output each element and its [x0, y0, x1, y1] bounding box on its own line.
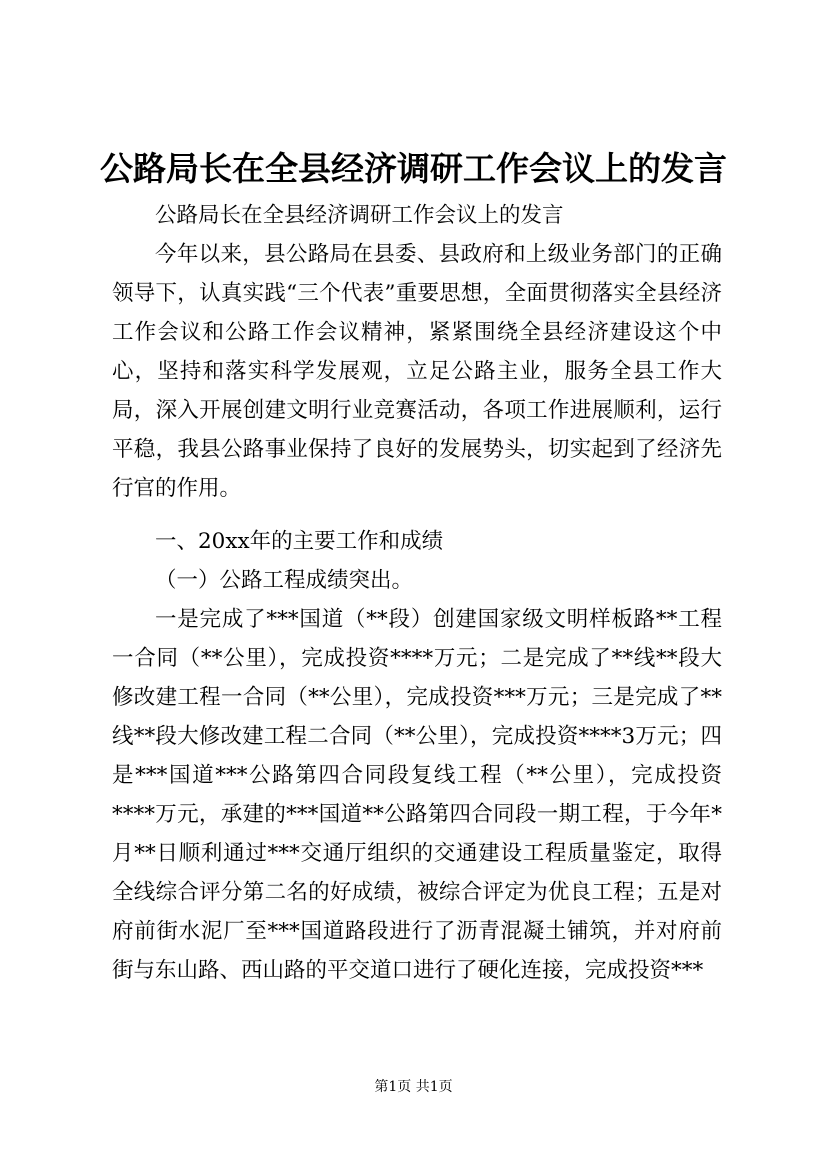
- document-title: 公路局长在全县经济调研工作会议上的发言: [100, 149, 727, 188]
- subtitle-paragraph: 公路局长在全县经济调研工作会议上的发言: [155, 203, 564, 228]
- page-footer: 第1页 共1页: [374, 1079, 453, 1095]
- intro-paragraph: 今年以来，县公路局在县委、县政府和上级业务部门的正确领导下，认真实践“三个代表”重要思想，全面贯彻落实全县经济工作会议和公路工作会议精神，紧紧围绕全县经济建设这个中心，坚持和落实科学发展观，立足公路主业，服务全县工作大局，深入开展创建文明行业竞赛活动，各项工作进展顺利，运行平稳，我县公路事业保持了良好的发展势头，切实起到了经济先行官的作用。: [112, 242, 722, 501]
- subsection-heading: （一）公路工程成绩突出。: [155, 568, 414, 593]
- document-body: [112, 196, 722, 990]
- achievements-paragraph: 一是完成了***国道（**段）创建国家级文明样板路**工程一合同（**公里），完成投资****万元；二是完成了**线**段大修改建工程一合同（**公里），完成投资***万元；三是完成了**线**段大修改建工程二合同（**公里），完成投资****3万元；四是***国道***公路第四合同段复线工程（**公里），完成投资****万元，承建的***国道**公路第四合同段一期工程，于今年*月**日顺利通过***交通厅组织的交通建设工程质量鉴定，取得全线综合评分第二名的好成绩，被综合评定为优良工程；五是对府前街水泥厂至***国道路段进行了沥青混凝土铺筑，并对府前街与东山路、西山路的平交道口进行了硬化连接，完成投资***: [112, 607, 722, 983]
- section-heading: 一、20xx年的主要工作和成绩: [155, 529, 444, 554]
